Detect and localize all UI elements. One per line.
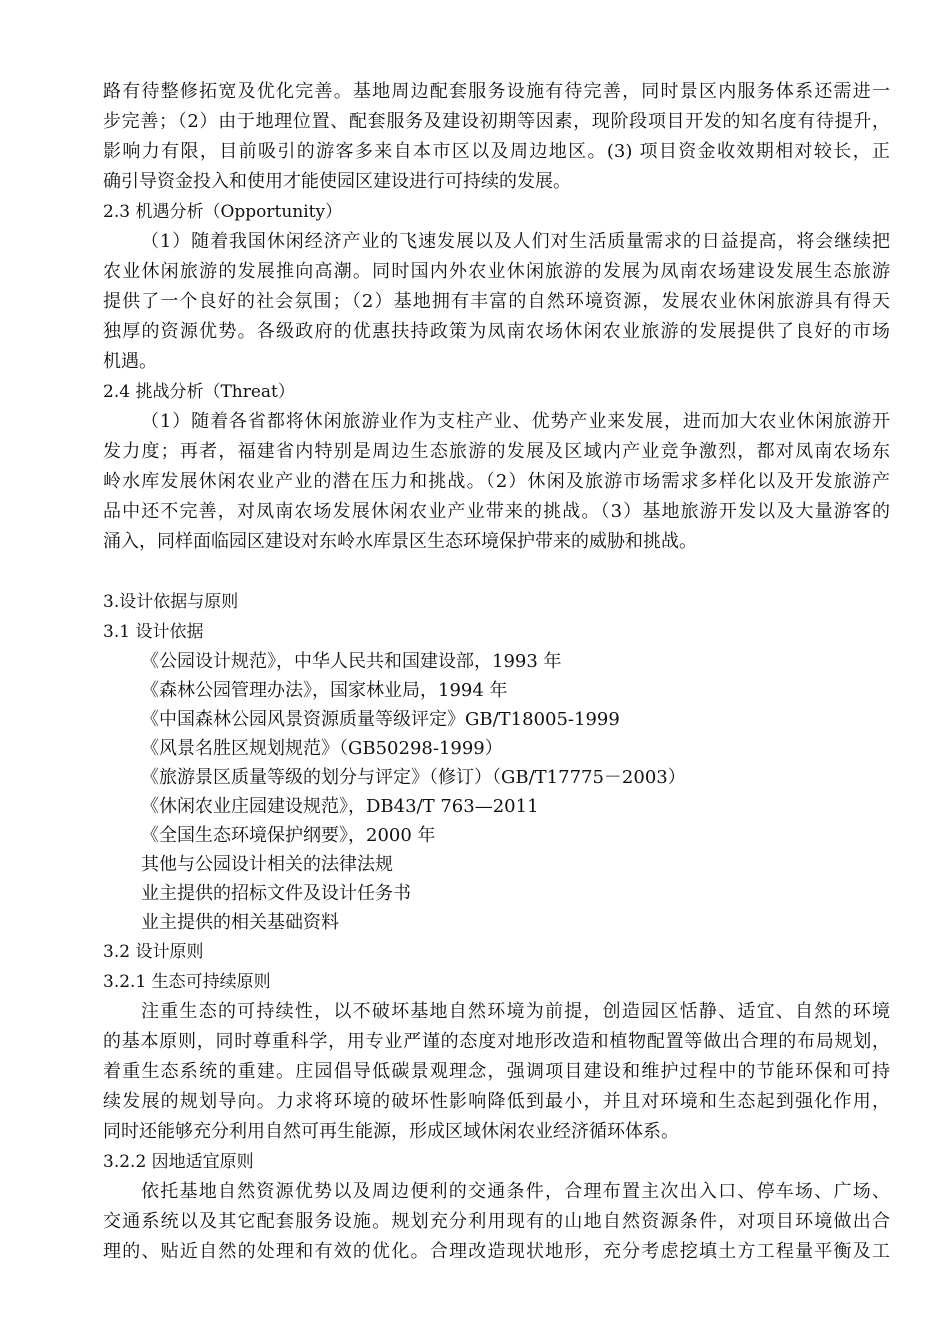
section-heading-3-2-2: 3.2.2 因地适宜原则 [103, 1152, 254, 1172]
section-heading-3: 3.设计依据与原则 [103, 592, 239, 612]
paragraph-line: （1）随着各省都将休闲旅游业作为支柱产业、优势产业来发展，进而加大农业休闲旅游开 [141, 411, 890, 432]
paragraph-line: 提供了一个良好的社会氛围；（2）基地拥有丰富的自然环境资源，发展农业休闲旅游具有得天 [103, 291, 890, 312]
paragraph-line: 步完善；（2）由于地理位置、配套服务及建设初期等因素，现阶段项目开发的知名度有待提升， [103, 111, 890, 132]
paragraph-line: 依托基地自然资源优势以及周边便利的交通条件，合理布置主次出入口、停车场、广场、 [141, 1181, 890, 1202]
paragraph-line: 影响力有限，目前吸引的游客多来自本市区以及周边地区。(3) 项目资金收效期相对较长，正 [103, 141, 890, 162]
section-heading-3-2: 3.2 设计原则 [103, 942, 204, 962]
paragraph-line: 交通系统以及其它配套服务设施。规划充分利用现有的山地自然资源条件，对项目环境做出合 [103, 1211, 890, 1232]
reference-item: 业主提供的相关基础资料 [141, 912, 339, 933]
paragraph-line: 涌入，同样面临园区建设对东岭水库景区生态环境保护带来的威胁和挑战。 [103, 531, 697, 552]
paragraph-line: 同时还能够充分利用自然可再生能源，形成区域休闲农业经济循环体系。 [103, 1121, 679, 1142]
reference-item: 《公园设计规范》，中华人民共和国建设部，1993 年 [141, 651, 562, 672]
reference-item: 《森林公园管理办法》，国家林业局，1994 年 [141, 680, 508, 701]
reference-item: 其他与公园设计相关的法律法规 [141, 854, 393, 875]
reference-item: 《休闲农业庄园建设规范》，DB43/T 763—2011 [141, 796, 539, 817]
section-heading-2-3: 2.3 机遇分析（Opportunity） [103, 202, 343, 222]
paragraph-line: 发力度；再者，福建省内特别是周边生态旅游的发展及区域内产业竞争激烈，都对凤南农场东 [103, 441, 890, 462]
paragraph-line: 机遇。 [103, 351, 157, 372]
paragraph-line: （1）随着我国休闲经济产业的飞速发展以及人们对生活质量需求的日益提高，将会继续把 [141, 231, 890, 252]
paragraph-line: 注重生态的可持续性，以不破坏基地自然环境为前提，创造园区恬静、适宜、自然的环境 [141, 1001, 890, 1022]
section-heading-2-4: 2.4 挑战分析（Threat） [103, 382, 295, 402]
section-heading-3-1: 3.1 设计依据 [103, 622, 204, 642]
paragraph-line: 岭水库发展休闲农业产业的潜在压力和挑战。（2）休闲及旅游市场需求多样化以及开发旅游产 [103, 471, 890, 492]
paragraph-line: 的基本原则，同时尊重科学，用专业严谨的态度对地形改造和植物配置等做出合理的布局规划， [103, 1031, 890, 1052]
paragraph-line: 续发展的规划导向。力求将环境的破坏性影响降低到最小，并且对环境和生态起到强化作用， [103, 1091, 890, 1112]
reference-item: 《旅游景区质量等级的划分与评定》（修订）（GB/T17775－2003） [141, 767, 686, 788]
paragraph-line: 品中还不完善，对凤南农场发展休闲农业产业带来的挑战。（3）基地旅游开发以及大量游客的 [103, 501, 890, 522]
section-heading-3-2-1: 3.2.1 生态可持续原则 [103, 972, 271, 992]
paragraph-line: 理的、贴近自然的处理和有效的优化。合理改造现状地形，充分考虑挖填土方工程量平衡及工 [103, 1241, 890, 1262]
reference-item: 《风景名胜区规划规范》（GB50298-1999） [141, 738, 503, 759]
paragraph-line: 确引导资金投入和使用才能使园区建设进行可持续的发展。 [103, 171, 571, 192]
paragraph-line: 路有待整修拓宽及优化完善。基地周边配套服务设施有待完善，同时景区内服务体系还需进一 [103, 81, 890, 102]
reference-item: 业主提供的招标文件及设计任务书 [141, 883, 411, 904]
reference-item: 《中国森林公园风景资源质量等级评定》GB/T18005-1999 [141, 709, 620, 730]
reference-item: 《全国生态环境保护纲要》，2000 年 [141, 825, 436, 846]
paragraph-line: 农业休闲旅游的发展推向高潮。同时国内外农业休闲旅游的发展为凤南农场建设发展生态旅游 [103, 261, 890, 282]
paragraph-line: 着重生态系统的重建。庄园倡导低碳景观理念，强调项目建设和维护过程中的节能环保和可持 [103, 1061, 890, 1082]
paragraph-line: 独厚的资源优势。各级政府的优惠扶持政策为凤南农场休闲农业旅游的发展提供了良好的市场 [103, 321, 890, 342]
